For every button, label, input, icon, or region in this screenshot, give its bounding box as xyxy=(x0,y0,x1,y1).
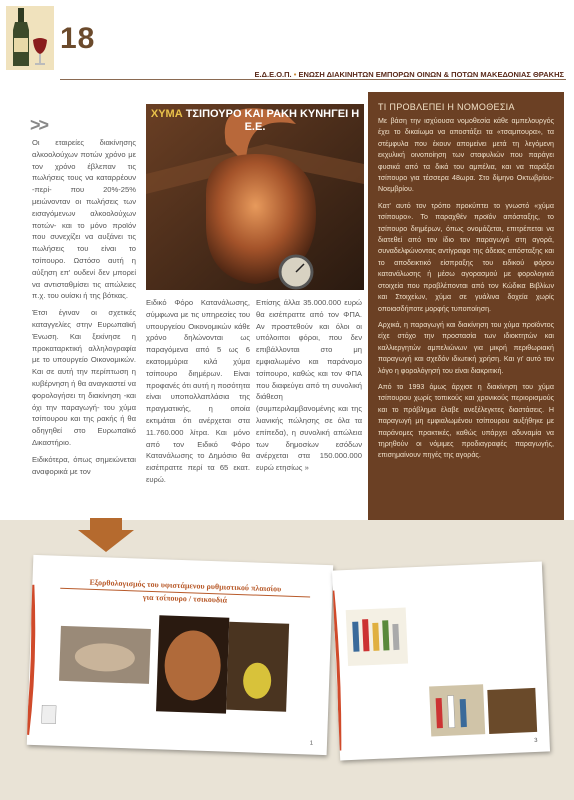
headline-highlight: ΧΥΜΑ xyxy=(150,108,183,120)
page-number: 18 xyxy=(60,22,96,55)
slide-bottle-photos xyxy=(332,562,550,761)
paragraph: Οι εταιρείες διακίνησης αλκοολούχων ποτών χρόνο με τον χρόνο έβλεπαν τις πωλήσεις τους να καταρρέουν -περί- που 20%-25% μειώνονταν οι πωλήσεις των εισαγόμενων αλκοολούχων ποτών- και το μόνο προϊόν που συνεχίζει να αυξάνει τις πωλήσεις του είναι το τσίπουρο. Ωστόσο αυτή η αύξηση επ' ουδενί δεν μπορεί να αντισταθμίσει τις απώλειες π.χ. του ουίσκι ή της βότκας. xyxy=(32,138,136,301)
header-divider xyxy=(60,79,566,80)
slide-photos xyxy=(27,555,333,755)
paragraph: Ειδικότερα, όπως σημειώνεται αναφορικά με τον xyxy=(32,454,136,476)
presentation-slide-2 xyxy=(332,562,550,761)
magazine-logo xyxy=(6,6,54,70)
paragraph: Από το 1993 όμως άρχισε η διακίνηση του χύμα τσίπουρου χωρίς τοπικούς και χρονικούς περιορισμούς και το πρόβλημα έλαβε ανεξέλεγκτες διαστάσεις. Η παραγωγή μη εμφιαλωμένου τσίπουρου αυξήθηκε με παράνομες πρακτικές, καθώς υπάρχει αδυναμία να τηρηθούν οι νόμιμες προδιαγραφές παραγωγής, επισημαίνουν πηγές της αγοράς. xyxy=(378,382,554,460)
photo-headline xyxy=(146,108,364,134)
paragraph: Ειδικό Φόρο Κατανάλωσης, σύμφωνα με τις υπηρεσίες του υπουργείου Οικονομικών κάθε χρόνο δηλώνονται ως παραγόμενα από 5 ως 6 εκατομμύρια κιλά χύμα τσίπουρο διημέρων. Είναι προφανές ότι αυτή η ποσότητα είναι υποπολλαπλάσια της πραγματικής, η οποία εκτιμάται ότι ανέρχεται στα 11.760.000 λίτρα. Και μόνο από τον Ειδικό Φόρο Κατανάλωσης το Δημόσιο θα εισέπραττε περί τα 65 εκατ. ευρώ. xyxy=(146,298,250,484)
paragraph: Έτσι έγιναν οι σχετικές καταγγελίες στην Ευρωπαϊκή Ένωση. Και ξεκίνησε η προκαταρκτική αλληλογραφία με το υπουργείο Οικονομικών. Και σε αυτή την περίπτωση η κυβέρνηση ή θα αναγκαστεί να φορολογήσει τη διακίνηση -και όχι την παραγωγή- του χύμα τσίπουρου και της ρακής ή θα οδηγηθεί στο Ευρωπαϊκό Δικαστήριο. xyxy=(32,308,136,447)
slide-number: 1 xyxy=(309,740,314,747)
down-arrow-icon xyxy=(78,518,134,552)
paragraph: Κατ' αυτό τον τρόπο προκύπτει το γνωστό «χύμα τσίπουρο». Το παραχθέν προϊόν απόσταξης, το τσίπουρο διημέρων, όπως ονομάζεται, επιτρέπεται να διατεθεί από τον ίδιο τον παραγωγό στη αγορά, συναδελφώνοντας αντίγραφο της άδειας απόσταξης και το αποδεικτικό είσπραξης του ειδικού φόρου κατανάλωσης ή μέσω αγορασμού με φορολογικά στοιχεία που προβλέπονται από τον Κώδικα Βιβλίων και Στοιχείων, χύμα σε γυάλινα δοχεία χωρίς οποιασδήποτε μορφής τυποποίηση. xyxy=(378,201,554,313)
paragraph: Με βάση την ισχύουσα νομοθεσία κάθε αμπελουργός έχει το δικαίωμα να αποστάξει τα «τσαμπουρα», τα στέμφυλα που έκουν απομείνει μετά τη λεγόμενη εκχυλική οινοποίηση των σταφυλιών που παράγει φυσικά από τα δικά του αμπέλια, και να παράξει τσίπουρο για τέσσερα 48ωρα. Στο δίμηνο Οκτωβρίου-Νοεμβρίου. xyxy=(378,117,554,194)
org-acronym: Ε.Δ.Ε.Ο.Π. xyxy=(254,70,292,79)
org-name: ΕΝΩΣΗ ΔΙΑΚΙΝΗΤΩΝ ΕΜΠΟΡΩΝ ΟΙΝΩΝ & ΠΟΤΩΝ ΜΑΚΕΔΟΝΙΑΣ ΘΡΑΚΗΣ xyxy=(298,70,564,79)
running-header xyxy=(255,70,564,79)
slide-title-line-1: Εξορθολογισμός του υφιστάμενου ρυθμιστικού πλαισίου xyxy=(60,576,310,598)
header-separator: • xyxy=(293,70,297,79)
article-column-3 xyxy=(256,297,362,479)
article-column-1 xyxy=(32,137,136,482)
sidebar-body xyxy=(378,116,554,467)
paragraph: Επίσης άλλα 35.000.000 ευρώ θα εισέπραττε από τον ΦΠΑ. Αν προστεθούν και όλοι οι υπόλοιποι φόροι, που δεν επιβάλλονται στο μη εμφιαλωμένο και παράνομο τσίπουρο, καθώς και τον ΦΠΑ που διαφεύγει από τη συνολική διάθεση (συμπεριλαμβανομένης και της λιανικής πώλησης σε όλα τα επίπεδα), η συνολική απώλεια των δημοσίων εσόδων ανέρχεται στα 150.000.000 ευρώ ετησίως » xyxy=(256,298,362,473)
slide-number: 3 xyxy=(534,737,538,745)
paragraph: Αρχικά, η παραγωγή και διακίνηση του χύμα προϊόντος είχε στόχο την προστασία των ιδιοκτητών και καλλιεργητών αμπελιώνων για μικρή περιθωριακή παραγωγή και σχεδόν ιδιωτική χρήση. Και γι' αυτό τον λόγο η φορολόγησή του είναι διακριτική. xyxy=(378,320,554,375)
article-column-2 xyxy=(146,297,250,491)
sidebar-title: ΤΙ ΠΡΟΒΛΕΠΕΙ Η ΝΟΜΟΘΕΣΙΑ xyxy=(378,102,515,112)
headline-text: ΤΣΙΠΟΥΡΟ ΚΑΙ ΡΑΚΗ ΚΥΝΗΓΕΙ Η Ε.Ε. xyxy=(182,108,360,133)
slide-title-line-2: για τσίπουρο / τσικουδιά xyxy=(142,592,228,605)
wine-bottle-glass-icon xyxy=(6,6,54,70)
presentation-slide-1 xyxy=(27,555,333,755)
article-marker: >> xyxy=(30,115,48,135)
